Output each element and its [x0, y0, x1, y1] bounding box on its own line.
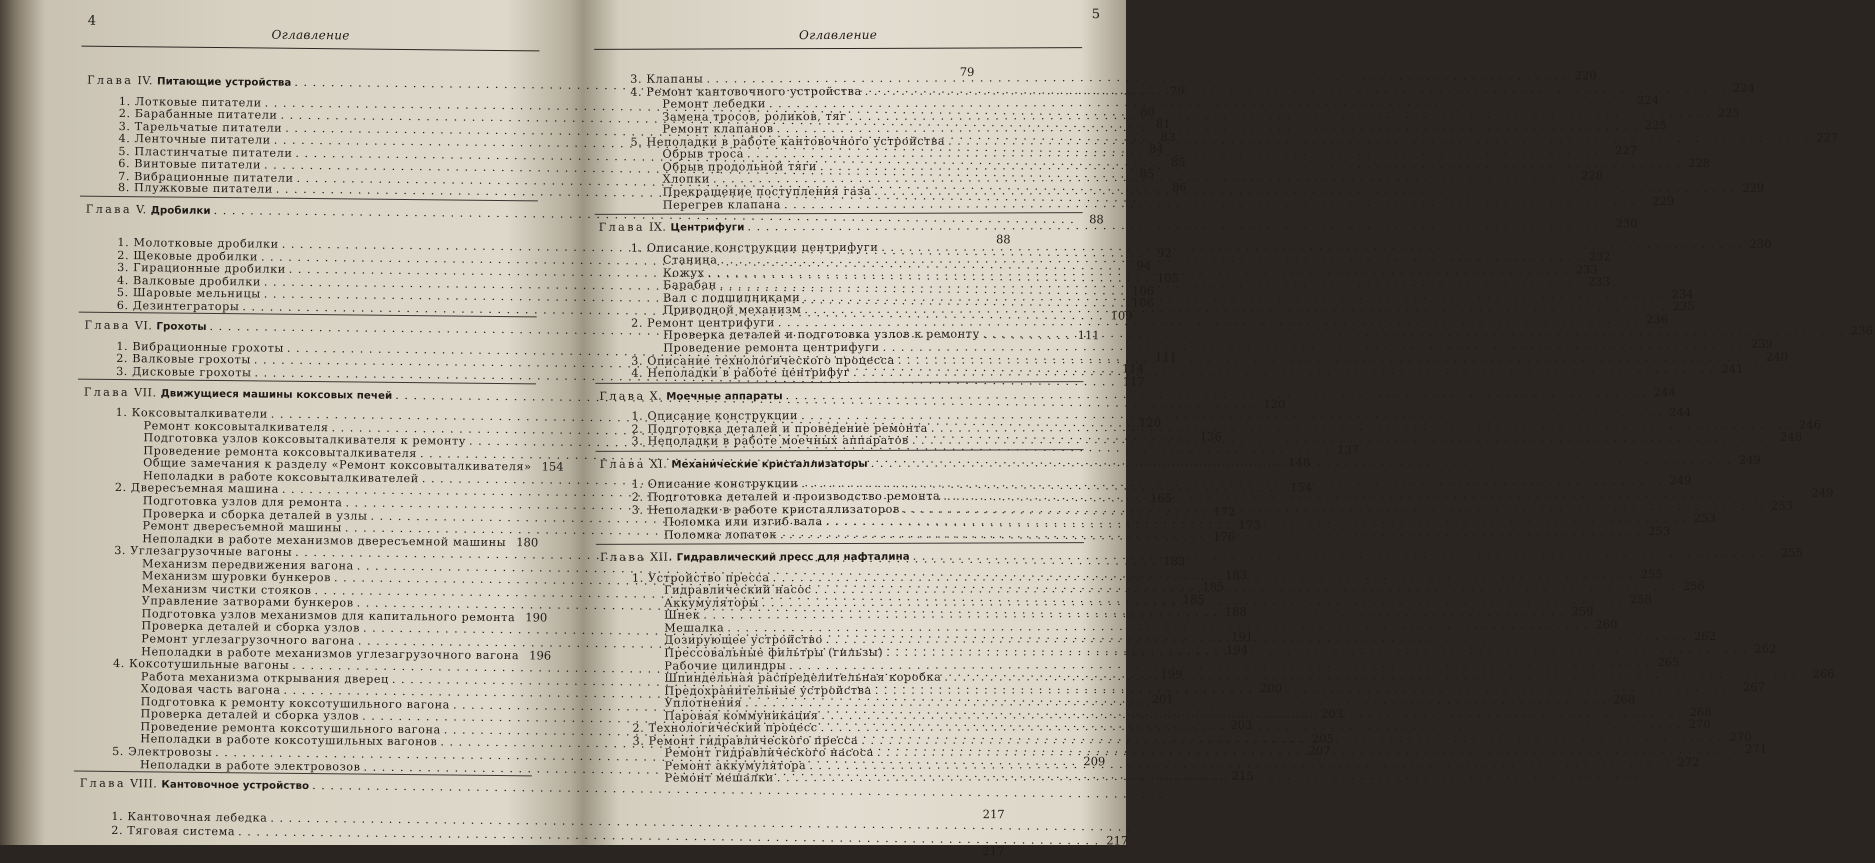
toc-entry-title: Подготовка узлов для ремонта	[143, 494, 343, 510]
toc-chapter	[85, 318, 537, 337]
toc-page-number: 106	[1128, 283, 1154, 297]
toc-entry-title: Обрыв продольной тяги	[663, 160, 817, 175]
toc-page-number: 262	[1690, 629, 1716, 643]
toc-entry-title: 1. Коксовыталкиватели	[116, 406, 268, 422]
right-header-title: Оглавление	[594, 27, 1082, 43]
toc-page-number: 199	[1156, 667, 1182, 681]
toc-entry-title: Механизм передвижения вагона	[142, 557, 354, 573]
toc-entry-title: 3. Гирационные дробилки	[117, 261, 286, 277]
toc-page-number: 111	[1074, 328, 1100, 342]
toc-entry-title: Общие замечания к разделу «Ремонт коксовыталкивателя»	[143, 457, 532, 475]
toc-page-number: 205	[1308, 731, 1334, 745]
toc-page-number: 106	[1128, 296, 1154, 310]
toc-entry-title: Прекращение поступления газа	[663, 185, 872, 200]
toc-page-number: 120	[1259, 397, 1285, 411]
toc-entry	[111, 835, 531, 853]
toc-page-number: 271	[1741, 742, 1767, 756]
toc-page-number: 84	[1138, 142, 1164, 156]
toc-page-number: 88	[985, 232, 1011, 246]
toc-leader-dots	[784, 195, 1645, 212]
toc-leader-dots	[912, 431, 1773, 448]
toc-page-number: 267	[1739, 679, 1765, 693]
toc-page-number: 228	[1577, 169, 1603, 183]
toc-entry-title: 1. Лотковые питатели	[119, 95, 262, 110]
right-header	[594, 25, 1082, 50]
toc-entry-title: Глава V. Дробилки	[86, 203, 211, 219]
toc-entry-title: Подготовка к ремонту коксотушильного вагона	[141, 695, 450, 712]
toc-entry	[631, 364, 1083, 380]
toc-entry-title: Подготовка узлов механизмов для капитального ремонта	[141, 607, 515, 625]
toc-entry-title: 1. Кантовочная лебедка	[111, 810, 267, 826]
toc-entry-title: 8. Плужковые питатели	[118, 181, 273, 197]
toc-entry-title: Станина	[663, 254, 718, 268]
toc-page-number: 262	[1750, 642, 1776, 656]
toc-entry-title: Ремонт двересъемной машины	[142, 519, 342, 535]
toc-entry-title: 2. Подготовка деталей и производство ремонта	[632, 490, 941, 505]
toc-entry-title: Глава XII. Гидравлический пресс для нафталина	[600, 550, 910, 566]
toc-entry-title: 3. Описание технологического процесса	[631, 353, 895, 368]
toc-entry-title: Аккумуляторы	[664, 596, 759, 610]
toc-entry-title: Ремонт аккумулятора	[665, 759, 807, 773]
toc-page-number: 259	[1567, 605, 1593, 619]
toc-page-number: 234	[1667, 287, 1693, 301]
toc-entry-title: Работа механизма открывания дверец	[141, 670, 389, 687]
toc-chapter	[600, 455, 1084, 471]
toc-page-number: 241	[1717, 362, 1743, 376]
toc-page-number: 191	[1227, 630, 1253, 644]
toc-entry-title: 3. Неполадки в работе кристаллизаторов	[632, 502, 900, 517]
toc-page-number: 227	[1812, 130, 1838, 144]
toc-page-number: 196	[525, 648, 551, 662]
toc-leader-dots	[780, 525, 1641, 542]
toc-entry-title: 3. Клапаны	[630, 72, 703, 86]
toc-entry-title: Ремонт гидравлического насоса	[665, 746, 874, 761]
toc-page-number: 176	[1209, 529, 1235, 543]
toc-page-number: 270	[1725, 730, 1751, 744]
toc-page-number: 268	[1685, 705, 1711, 719]
toc-entry-title: 1. Описание конструкции	[631, 409, 798, 424]
toc-entry-title: 1. Молотковые дробилки	[117, 236, 278, 252]
toc-entry-title: Гидравлический насос	[664, 583, 812, 598]
toc-page-number: 272	[1673, 755, 1699, 769]
toc-page-number: 215	[1228, 768, 1254, 782]
toc-entry	[632, 432, 1084, 448]
toc-page-number: 229	[1738, 181, 1764, 195]
toc-page-number: 173	[1235, 517, 1261, 531]
toc-page-number: 235	[1669, 299, 1695, 313]
toc-entry-title: Глава XI. Механические кристаллизаторы	[600, 457, 868, 473]
toc-page-number: 148	[1284, 455, 1310, 469]
toc-entry-title: Управление затворами бункеров	[142, 595, 354, 611]
toc-entry-title: 3. Дисковые грохоты	[116, 365, 252, 380]
toc-page-number: 105	[1153, 271, 1179, 285]
toc-entry-title: Ремонт мешалки	[665, 771, 774, 785]
toc-chapter	[86, 202, 538, 221]
toc-entry-title: 2. Двересъемная машина	[115, 481, 279, 497]
toc-entry-title: 7. Вибрационные питатели	[118, 170, 294, 186]
toc-page-number: 79	[1158, 84, 1184, 98]
toc-page-number: 201	[1148, 692, 1174, 706]
toc-entry-title: Уплотнения	[664, 697, 742, 711]
toc-entry-title: 3. Неполадки в работе моечных аппаратов	[632, 434, 909, 449]
toc-page-number: 230	[1745, 236, 1771, 250]
toc-leader-dots	[913, 547, 1774, 564]
toc-entry-title: Кожух	[663, 266, 705, 280]
toc-page-number: 92	[1146, 246, 1172, 260]
toc-page-number: 217	[979, 807, 1005, 821]
toc-page-number: 86	[1161, 180, 1187, 194]
toc-entry-title: 2. Барабанные питатели	[119, 107, 278, 123]
toc-entry-title: 3. Углезагрузочные вагоны	[114, 544, 292, 560]
toc-entry-title: Неполадки в работе коксовыталкивателей	[143, 469, 419, 486]
toc-page-number: 94	[1125, 258, 1151, 272]
toc-page-number: 227	[1611, 144, 1637, 158]
toc-page-number: 185	[1179, 592, 1205, 606]
toc-page-number: 109	[1106, 308, 1132, 322]
toc-entry-title: Шнек	[664, 609, 700, 623]
toc-entry-title: 2. Тяговая система	[111, 824, 235, 839]
toc-page-number: 207	[1304, 744, 1330, 758]
toc-entry-title: 4. Ремонт кантовочного устройства	[630, 84, 862, 99]
toc-entry-title: Прессовальные фильтры (гильзы)	[664, 646, 883, 661]
toc-entry-title: Проведение ремонта центрифуги	[663, 341, 879, 356]
toc-leader-dots	[747, 217, 1608, 234]
toc-entry-title: Неполадки в работе механизмов двересъемной машины	[142, 532, 506, 550]
left-page	[73, 0, 540, 847]
toc-entry-title: 5. Шаровые мельницы	[117, 286, 261, 302]
toc-page-number: 258	[1626, 592, 1652, 606]
toc-entry-title: Предохранительные устройства	[664, 684, 871, 699]
toc-entry-title: Паровая коммуникация	[664, 709, 818, 724]
toc-page-number: 232	[1585, 249, 1611, 263]
toc-entry-title: 6. Дезинтеграторы	[117, 299, 240, 314]
toc-page-number: 270	[1685, 717, 1711, 731]
toc-page-number: 253	[1644, 524, 1670, 538]
toc-page-number: 230	[1612, 216, 1638, 230]
toc-entry-title: Обрыв троса	[663, 148, 745, 162]
toc-chapter	[84, 384, 536, 403]
toc-entry-title: Неполадки в работе коксотушильных вагонов	[140, 733, 437, 750]
toc-page-number: 172	[1209, 504, 1235, 518]
toc-entry-title: Глава X. Моечные аппараты	[599, 389, 782, 405]
toc-page-number: 266	[1808, 667, 1834, 681]
toc-entry	[665, 770, 1085, 785]
toc-page-number: 85	[1159, 155, 1185, 169]
toc-page-number: 228	[1684, 156, 1710, 170]
toc-entry-title: 5. Пластинчатые питатели	[118, 145, 292, 161]
toc-page-number: 203	[1317, 706, 1343, 720]
toc-entry	[664, 526, 1084, 541]
toc-page-number: 88	[1078, 212, 1104, 226]
toc-leader-dots	[853, 363, 1714, 380]
toc-entry-title: Ремонт клапанов	[662, 122, 773, 136]
toc-page-number: 203	[1226, 718, 1252, 732]
toc-page-number: 137	[1333, 443, 1359, 457]
toc-page-number: 268	[1609, 692, 1635, 706]
toc-page-number: 83	[1149, 129, 1175, 143]
toc-entry-title: Приводной механизм	[663, 303, 801, 317]
toc-page-number: 136	[1196, 429, 1222, 443]
toc-page-number: 229	[1648, 194, 1674, 208]
toc-entry-title: 1. Описание конструкции	[632, 478, 799, 493]
toc-entry-title: Мешалка	[664, 621, 724, 635]
toc-entry-title: Ремонт коксовыталкивателя	[143, 419, 328, 435]
toc-entry-title: Глава IX. Центрифуги	[599, 220, 745, 236]
toc-page-number: 255	[1777, 546, 1803, 560]
toc-entry-title: Проверка деталей и сборка узлов	[141, 620, 360, 636]
toc-page-number: 190	[521, 610, 547, 624]
toc-entry-title: 2. Подготовка деталей и проведение ремонта	[631, 421, 927, 436]
toc-page-number: 256	[1679, 579, 1705, 593]
left-header	[81, 24, 539, 52]
toc-entry-title: Поломка или изгиб вала	[664, 515, 823, 530]
toc-entry-title: 1. Вибрационные грохоты	[116, 340, 284, 356]
toc-entry-title: Ходовая часть вагона	[141, 682, 281, 697]
toc-page-number: 120	[1135, 416, 1161, 430]
toc-page-number: 233	[1572, 262, 1598, 276]
toc-entry-title: Глава VI. Грохоты	[84, 319, 206, 335]
toc-entry-title: 5. Неполадки в работе кантовочного устройства	[630, 134, 945, 149]
toc-entry-title: Вал с подшипниками	[663, 291, 800, 305]
toc-page-number: 194	[1222, 643, 1248, 657]
toc-chapter	[600, 548, 1084, 564]
toc-page-number: 154	[1286, 480, 1312, 494]
toc-page-number: 240	[1762, 349, 1788, 363]
left-top-page-ref: 79	[81, 56, 539, 75]
toc-leader-dots	[777, 768, 1638, 785]
toc-entry-title: Перегрев клапана	[663, 198, 781, 212]
toc-page-number: 249	[1665, 473, 1691, 487]
toc-entry-title: Поломка лопаток	[664, 528, 777, 542]
right-page-number: 5	[1092, 7, 1100, 22]
toc-entry-title: 3. Тарельчатые питатели	[119, 120, 283, 136]
toc-page-number: 224	[1729, 80, 1755, 94]
chapter-rule	[596, 542, 1084, 545]
toc-entry-title: Рабочие цилиндры	[664, 659, 786, 673]
toc-chapter	[87, 73, 539, 92]
toc-page-number: 183	[1221, 567, 1247, 581]
toc-page-number: 246	[1795, 417, 1821, 431]
left-toc	[82, 0, 540, 2]
toc-entry-title: Подготовка узлов коксовыталкивателя к ремонту	[143, 431, 466, 448]
toc-page-number: 209	[1079, 754, 1105, 768]
toc-entry	[663, 196, 1083, 211]
toc-page-number: 244	[1650, 385, 1676, 399]
toc-entry-title: 2. Технологический процесс	[633, 721, 818, 736]
chapter-rule	[595, 381, 1083, 384]
toc-page-number: 225	[1714, 105, 1740, 119]
toc-entry-title: Проведение ремонта коксовыталкивателя	[143, 444, 417, 461]
toc-page-number: 260	[1591, 617, 1617, 631]
toc-page-number: 81	[1145, 117, 1171, 131]
toc-chapter	[80, 777, 532, 796]
toc-entry-title: 4. Коксотушильные вагоны	[113, 657, 289, 673]
toc-page-number: 85	[1128, 167, 1154, 181]
toc-entry-title: Дозирующее устройство	[664, 633, 823, 648]
toc-page-number: 180	[512, 535, 538, 549]
toc-page-number: 200	[1256, 681, 1282, 695]
toc-entry-title: Ремонт лебедки	[662, 97, 766, 111]
toc-page-number: 236	[1642, 312, 1668, 326]
toc-entry-title: 1. Устройство пресса	[632, 571, 770, 585]
toc-entry-title: Замена тросов, роликов, тяг	[662, 110, 846, 125]
toc-page-number: 253	[1690, 511, 1716, 525]
toc-page-number: 248	[1776, 430, 1802, 444]
toc-page-number: 114	[1118, 362, 1144, 376]
toc-page-number: 217	[1102, 833, 1128, 847]
toc-page-number: 255	[1637, 567, 1663, 581]
toc-entry-title: 4. Неполадки в работе центрифуг	[631, 366, 850, 381]
toc-entry-title: Глава VII. Движущиеся машины коксовых печей	[84, 385, 393, 403]
toc-entry-title: Проверка деталей и подготовка узлов к ремонту	[663, 328, 980, 343]
toc-entry-title: Неполадки в работе электровозов	[140, 758, 361, 774]
toc-page-number: 239	[1747, 337, 1773, 351]
toc-page-number: 265	[1653, 655, 1679, 669]
toc-entry-title: Механизм чистки стояков	[142, 582, 312, 598]
chapter-rule	[595, 212, 1083, 215]
toc-page-number: 154	[537, 460, 563, 474]
toc-entry-title: 2. Валковые грохоты	[116, 352, 251, 367]
toc-entry-title: Механизм шуровки бункеров	[142, 570, 331, 586]
right-page	[594, 0, 1085, 846]
toc-entry-title: 5. Электровозы	[112, 745, 212, 760]
toc-chapter	[599, 387, 1083, 403]
toc-entry-title: Шпиндельная распределительная коробка	[664, 671, 941, 686]
toc-entry-title: 3. Ремонт гидравлического пресса	[633, 734, 859, 749]
toc-page-number: 253	[1767, 498, 1793, 512]
toc-leader-dots	[786, 386, 1647, 403]
toc-page-number: 80	[1129, 104, 1155, 118]
toc-page-number: 165	[1146, 491, 1172, 505]
chapter-rule	[596, 449, 1084, 452]
toc-entry-title: 2. Ремонт центрифуги	[631, 316, 775, 331]
toc-page-number: 224	[1633, 93, 1659, 107]
toc-page-number: 233	[1584, 275, 1610, 289]
toc-leader-dots	[871, 454, 1732, 471]
toc-entry-title: Неполадки в работе механизмов углезагрузочного вагона	[141, 645, 519, 663]
toc-entry-title: Хлопки	[663, 173, 710, 187]
toc-entry-title: Проведение ремонта коксотушильного вагона	[140, 720, 441, 737]
toc-page-number: 185	[1198, 580, 1224, 594]
toc-page-number: 236	[1847, 324, 1873, 338]
toc-page-number: 220	[1571, 68, 1597, 82]
left-page-number: 4	[88, 14, 96, 29]
toc-entry-title: Барабан	[663, 279, 717, 293]
toc-entry-title: 4. Ленточные питатели	[118, 132, 270, 148]
toc-page-number: 217	[978, 844, 1004, 858]
toc-entry-title: 1. Описание конструкции центрифуги	[631, 240, 879, 255]
toc-entry-title: Глава IV. Питающие устройства	[87, 74, 291, 91]
toc-entry-title: 2. Щековые дробилки	[117, 249, 258, 264]
toc-page-number: 249	[1807, 485, 1833, 499]
toc-page-number: 244	[1665, 405, 1691, 419]
left-header-title: Оглавление	[82, 26, 540, 45]
toc-page-number: 183	[1159, 554, 1185, 568]
toc-entry-title: 6. Винтовые питатели	[118, 157, 261, 172]
toc-entry-title: Ремонт углезагрузочного вагона	[141, 632, 355, 648]
toc-entry-title: Проверка и сборка деталей в узлы	[143, 507, 368, 523]
toc-chapter	[599, 218, 1083, 234]
toc-page-number: 249	[1735, 453, 1761, 467]
toc-entry-title: 4. Валковые дробилки	[117, 274, 261, 290]
right-toc	[594, 0, 1082, 1]
toc-page-number: 188	[1221, 605, 1247, 619]
toc-page-number: 117	[1119, 374, 1145, 388]
toc-entry-title: Глава VIII. Кантовочное устройство	[80, 777, 310, 794]
toc-page-number: 225	[1641, 118, 1667, 132]
toc-page-number: 111	[1151, 350, 1177, 364]
toc-entry-title: Проверка деталей и сборка узлов	[140, 708, 359, 724]
